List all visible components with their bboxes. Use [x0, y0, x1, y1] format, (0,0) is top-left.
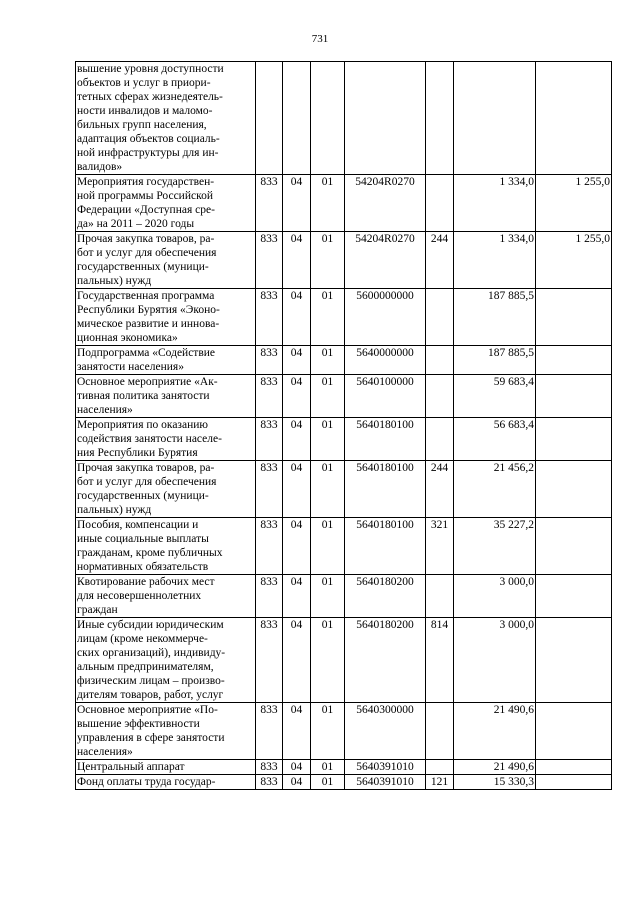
amount-cell-2	[536, 703, 612, 760]
expenditure-name-text: Прочая закупка товаров, ра- бот и услуг для обеспечения государственных (муници- пальных) нужд	[77, 462, 217, 516]
subsection-code-cell	[311, 62, 345, 175]
ministry-code-cell: 833	[256, 375, 283, 418]
amount-cell: 56 683,4	[454, 418, 536, 461]
expenditure-name-text: Прочая закупка товаров, ра- бот и услуг для обеспечения государственных (муници- пальных) нужд	[77, 233, 217, 287]
target-item-cell: 5640180100	[345, 461, 426, 518]
table-row	[76, 775, 612, 790]
section-code-cell: 04	[283, 346, 311, 375]
target-item-cell: 5640000000	[345, 346, 426, 375]
expense-type-cell: 321	[426, 518, 454, 575]
amount-cell-2	[536, 461, 612, 518]
amount-cell-2	[536, 518, 612, 575]
expense-type-cell: 244	[426, 232, 454, 289]
table-row	[76, 703, 612, 760]
amount-cell: 21 456,2	[454, 461, 536, 518]
expense-type-cell	[426, 418, 454, 461]
ministry-code-cell: 833	[256, 518, 283, 575]
ministry-code-cell	[256, 62, 283, 175]
expense-type-cell	[426, 575, 454, 618]
amount-cell-2	[536, 418, 612, 461]
section-code-cell: 04	[283, 232, 311, 289]
ministry-code-cell: 833	[256, 289, 283, 346]
budget-table	[75, 61, 612, 790]
section-code-cell: 04	[283, 703, 311, 760]
table-row	[76, 575, 612, 618]
subsection-code-cell: 01	[311, 289, 345, 346]
amount-cell: 15 330,3	[454, 775, 536, 790]
expense-type-cell	[426, 760, 454, 775]
expense-type-cell	[426, 289, 454, 346]
section-code-cell: 04	[283, 175, 311, 232]
ministry-code-cell: 833	[256, 461, 283, 518]
ministry-code-cell: 833	[256, 618, 283, 703]
table-row	[76, 289, 612, 346]
table-row	[76, 232, 612, 289]
section-code-cell: 04	[283, 775, 311, 790]
expenditure-name-cell	[76, 760, 256, 775]
table-row	[76, 518, 612, 575]
section-code-cell: 04	[283, 418, 311, 461]
expenditure-name-cell	[76, 346, 256, 375]
table-row	[76, 760, 612, 775]
target-item-cell: 5640180100	[345, 518, 426, 575]
expense-type-cell	[426, 175, 454, 232]
subsection-code-cell: 01	[311, 346, 345, 375]
expense-type-cell: 244	[426, 461, 454, 518]
ministry-code-cell: 833	[256, 775, 283, 790]
section-code-cell: 04	[283, 760, 311, 775]
amount-cell: 3 000,0	[454, 575, 536, 618]
amount-cell-2	[536, 760, 612, 775]
expense-type-cell: 121	[426, 775, 454, 790]
target-item-cell: 5640300000	[345, 703, 426, 760]
amount-cell-2	[536, 618, 612, 703]
amount-cell-2: 1 255,0	[536, 175, 612, 232]
expense-type-cell: 814	[426, 618, 454, 703]
section-code-cell	[283, 62, 311, 175]
subsection-code-cell: 01	[311, 575, 345, 618]
section-code-cell: 04	[283, 618, 311, 703]
expenditure-name-cell	[76, 289, 256, 346]
ministry-code-cell: 833	[256, 703, 283, 760]
amount-cell-2	[536, 375, 612, 418]
expenditure-name-text: вышение уровня доступности объектов и услуг в приори- тетных сферах жизнедеятель- ности инвалидов и маломо- бильных групп населения, адаптация объектов социаль- ной инфраструктуры для ин- валидов»	[77, 63, 224, 173]
expenditure-name-text: Фонд оплаты труда государ-	[77, 776, 216, 788]
expenditure-name-text: Пособия, компенсации и иные социальные выплаты гражданам, кроме публичных нормативных обязательств	[77, 519, 223, 573]
subsection-code-cell: 01	[311, 418, 345, 461]
target-item-cell: 5640391010	[345, 760, 426, 775]
target-item-cell: 5640180100	[345, 418, 426, 461]
expenditure-name-text: Основное мероприятие «По- вышение эффективности управления в сфере занятости населения»	[77, 704, 225, 758]
section-code-cell: 04	[283, 461, 311, 518]
table-row	[76, 375, 612, 418]
ministry-code-cell: 833	[256, 346, 283, 375]
amount-cell: 21 490,6	[454, 703, 536, 760]
expenditure-name-text: Мероприятия государствен- ной программы Российской Федерации «Доступная сре- да» на 2011 – 2020 годы	[77, 176, 215, 230]
amount-cell: 187 885,5	[454, 289, 536, 346]
subsection-code-cell: 01	[311, 461, 345, 518]
expenditure-name-cell	[76, 518, 256, 575]
ministry-code-cell: 833	[256, 175, 283, 232]
expenditure-name-text: Центральный аппарат	[77, 761, 185, 773]
expense-type-cell	[426, 346, 454, 375]
amount-cell-2	[536, 575, 612, 618]
expenditure-name-text: Квотирование рабочих мест для несовершеннолетних граждан	[77, 576, 215, 616]
amount-cell-2	[536, 289, 612, 346]
table-row	[76, 346, 612, 375]
target-item-cell: 5640180200	[345, 618, 426, 703]
amount-cell	[454, 62, 536, 175]
amount-cell: 1 334,0	[454, 232, 536, 289]
table-row	[76, 461, 612, 518]
expense-type-cell	[426, 62, 454, 175]
section-code-cell: 04	[283, 575, 311, 618]
subsection-code-cell: 01	[311, 375, 345, 418]
expenditure-name-cell	[76, 775, 256, 790]
target-item-cell	[345, 62, 426, 175]
table-row	[76, 418, 612, 461]
target-item-cell: 5640100000	[345, 375, 426, 418]
ministry-code-cell: 833	[256, 760, 283, 775]
amount-cell: 59 683,4	[454, 375, 536, 418]
section-code-cell: 04	[283, 375, 311, 418]
expenditure-name-cell	[76, 375, 256, 418]
page-number: 731	[311, 33, 329, 45]
expense-type-cell	[426, 375, 454, 418]
subsection-code-cell: 01	[311, 760, 345, 775]
subsection-code-cell: 01	[311, 618, 345, 703]
table-row	[76, 175, 612, 232]
expenditure-name-text: Иные субсидии юридическим лицам (кроме некоммерче- ских организаций), индивиду- альным предпринимателям, физическим лицам – произво- дителям товаров, работ, услуг	[77, 619, 226, 701]
subsection-code-cell: 01	[311, 175, 345, 232]
target-item-cell: 5640180200	[345, 575, 426, 618]
amount-cell: 3 000,0	[454, 618, 536, 703]
amount-cell: 1 334,0	[454, 175, 536, 232]
target-item-cell: 54204R0270	[345, 232, 426, 289]
expenditure-name-cell	[76, 232, 256, 289]
expenditure-name-cell	[76, 575, 256, 618]
table-row	[76, 62, 612, 175]
amount-cell-2	[536, 62, 612, 175]
subsection-code-cell: 01	[311, 232, 345, 289]
target-item-cell: 5600000000	[345, 289, 426, 346]
ministry-code-cell: 833	[256, 575, 283, 618]
section-code-cell: 04	[283, 518, 311, 575]
subsection-code-cell: 01	[311, 775, 345, 790]
amount-cell: 35 227,2	[454, 518, 536, 575]
table-row	[76, 618, 612, 703]
expenditure-name-cell	[76, 418, 256, 461]
expenditure-name-cell	[76, 618, 256, 703]
amount-cell: 187 885,5	[454, 346, 536, 375]
expenditure-name-text: Государственная программа Республики Бурятия «Эконо- мическое развитие и иннова- ционная экономика»	[77, 290, 220, 344]
expenditure-name-cell	[76, 703, 256, 760]
section-code-cell: 04	[283, 289, 311, 346]
amount-cell-2	[536, 346, 612, 375]
amount-cell-2	[536, 775, 612, 790]
expenditure-name-cell	[76, 175, 256, 232]
subsection-code-cell: 01	[311, 703, 345, 760]
amount-cell: 21 490,6	[454, 760, 536, 775]
expenditure-name-cell	[76, 62, 256, 175]
expenditure-name-cell	[76, 461, 256, 518]
target-item-cell: 5640391010	[345, 775, 426, 790]
ministry-code-cell: 833	[256, 418, 283, 461]
expense-type-cell	[426, 703, 454, 760]
target-item-cell: 54204R0270	[345, 175, 426, 232]
expenditure-name-text: Основное мероприятие «Ак- тивная политика занятости населения»	[77, 376, 218, 416]
expenditure-name-text: Мероприятия по оказанию содействия занятости населе- ния Республики Бурятия	[77, 419, 222, 459]
expenditure-name-text: Подпрограмма «Содействие занятости населения»	[77, 347, 216, 373]
amount-cell-2: 1 255,0	[536, 232, 612, 289]
ministry-code-cell: 833	[256, 232, 283, 289]
subsection-code-cell: 01	[311, 518, 345, 575]
